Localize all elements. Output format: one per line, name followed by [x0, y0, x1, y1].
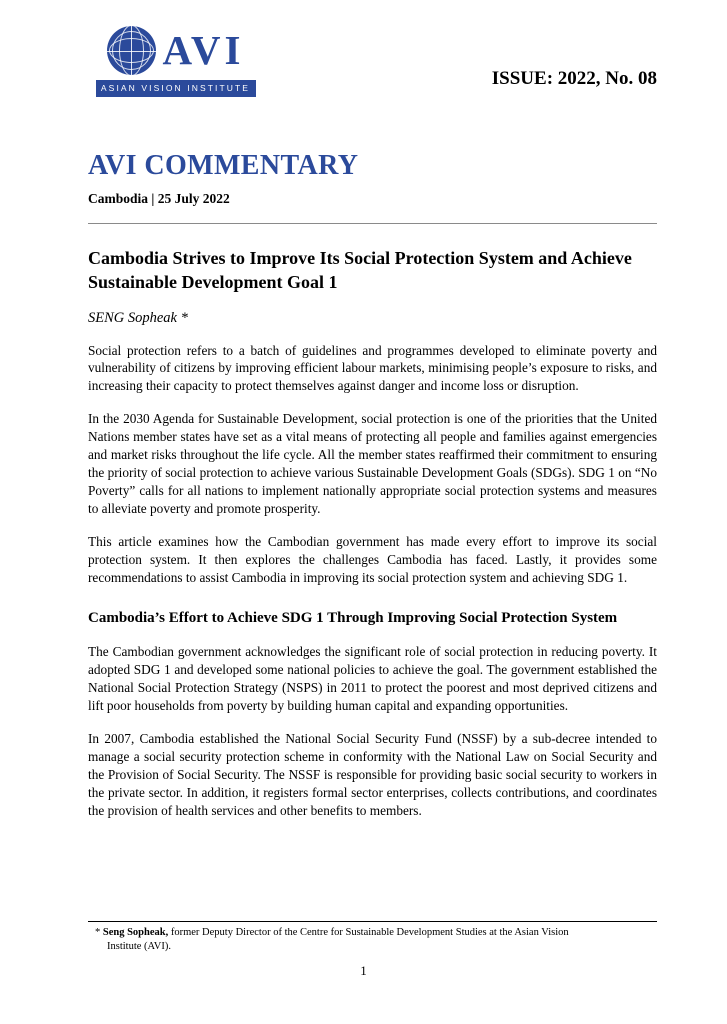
globe-icon [107, 26, 156, 75]
section-heading: Cambodia’s Effort to Achieve SDG 1 Through Improving Social Protection System [88, 609, 618, 626]
article-title: Cambodia Strives to Improve Its Social Protection System and Achieve Sustainable Development Goal 1 [88, 248, 632, 292]
footnote-text-continued: Institute (AVI). [107, 941, 171, 953]
logo-row [107, 26, 245, 75]
logo-letters: AVI [162, 27, 245, 73]
paragraph: In 2007, Cambodia established the National Social Security Fund (NSSF) by a sub-decree intended to manage a social security protection scheme in conformity with the National Law on Social Security and the Provision of Social Security. The NSSF is responsible for providing basic social security to workers in the private sector. In addition, it registers formal sector enterprises, collects contributions, and coordinates the provision of health services and other benefits to members. [88, 730, 657, 818]
paragraph: This article examines how the Cambodian government has made every effort to improve its social protection system. It then explores the challenges Cambodia has faced. Lastly, it provides some recommendations to assist Cambodia in improving its social protection system and achieving SDG 1. [88, 533, 657, 585]
avi-logo [88, 26, 263, 97]
logo-institute-name: ASIAN VISION INSTITUTE [96, 80, 256, 97]
footnote-marker: * [95, 927, 101, 938]
footnote-divider [88, 921, 657, 922]
footnote-author-name: Seng Sopheak, [102, 927, 169, 938]
paragraph: The Cambodian government acknowledges the significant role of social protection in reducing poverty. It adopted SDG 1 and developed some national policies to achieve the goal. The government established the National Social Protection Strategy (NSPS) in 2011 to protect the poorest and most deprived citizens and lift poor households from poverty by building human capital and expanding opportunities. [88, 644, 657, 713]
article-author: SENG Sopheak * [88, 309, 188, 326]
page-header [88, 26, 657, 114]
paragraph: Social protection refers to a batch of guidelines and programmes developed to eliminate poverty and vulnerability of citizens by improving efficient labour markets, minimising people’s exposure to risks, and increasing their capacity to protect themselves against danger and income loss or disruption. [88, 342, 657, 394]
page-number: 1 [360, 963, 367, 978]
publication-title: AVI COMMENTARY [88, 150, 359, 181]
footnote-text: former Deputy Director of the Centre for Sustainable Development Studies at the Asian Vision [168, 927, 569, 938]
issue-label: ISSUE: 2022, No. 08 [491, 68, 657, 89]
footnote [95, 926, 657, 954]
dateline: Cambodia | 25 July 2022 [88, 191, 230, 206]
paragraph: In the 2030 Agenda for Sustainable Development, social protection is one of the priorities that the United Nations member states have set as a vital means of protecting all people and families against emergencies and market risks throughout the life cycle. All the member states reaffirmed their commitment to ensuring the priority of social protection to achieve various Sustainable Development Goals (SDGs). SDG 1 on “No Poverty” calls for all nations to implement nationally appropriate social protection systems and measures to alleviate poverty and promote prosperity. [88, 411, 657, 516]
header-divider [88, 223, 657, 224]
